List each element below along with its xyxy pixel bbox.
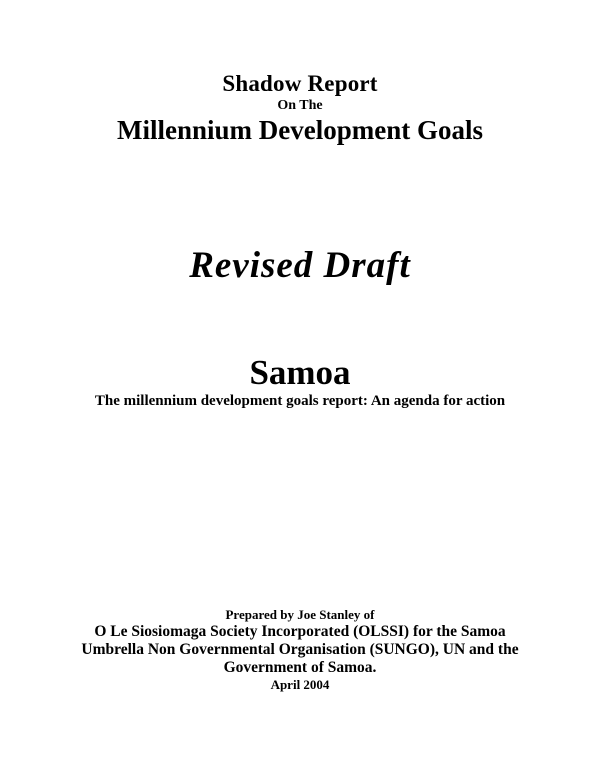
prepared-by-line: Prepared by Joe Stanley of [225, 607, 375, 622]
title-block [0, 0, 600, 146]
report-title-line1: Shadow Report [222, 71, 378, 96]
report-title-line2: On The [277, 98, 323, 113]
credits-organisation-line: O Le Siosiomaga Society Incorporated (OLSSI) for the Samoa [94, 623, 506, 640]
credits-block [0, 607, 600, 693]
credits-organisation-line: Government of Samoa. [223, 659, 377, 676]
country-title: Samoa [249, 353, 351, 392]
draft-status-label: Revised Draft [189, 245, 411, 286]
report-title-line3: Millennium Development Goals [117, 115, 483, 145]
credits-organisation-line: Umbrella Non Governmental Organisation (SUNGO), UN and the [81, 641, 519, 658]
publication-date: April 2004 [270, 677, 330, 692]
report-subtitle: The millennium development goals report: An agenda for action [94, 393, 506, 409]
